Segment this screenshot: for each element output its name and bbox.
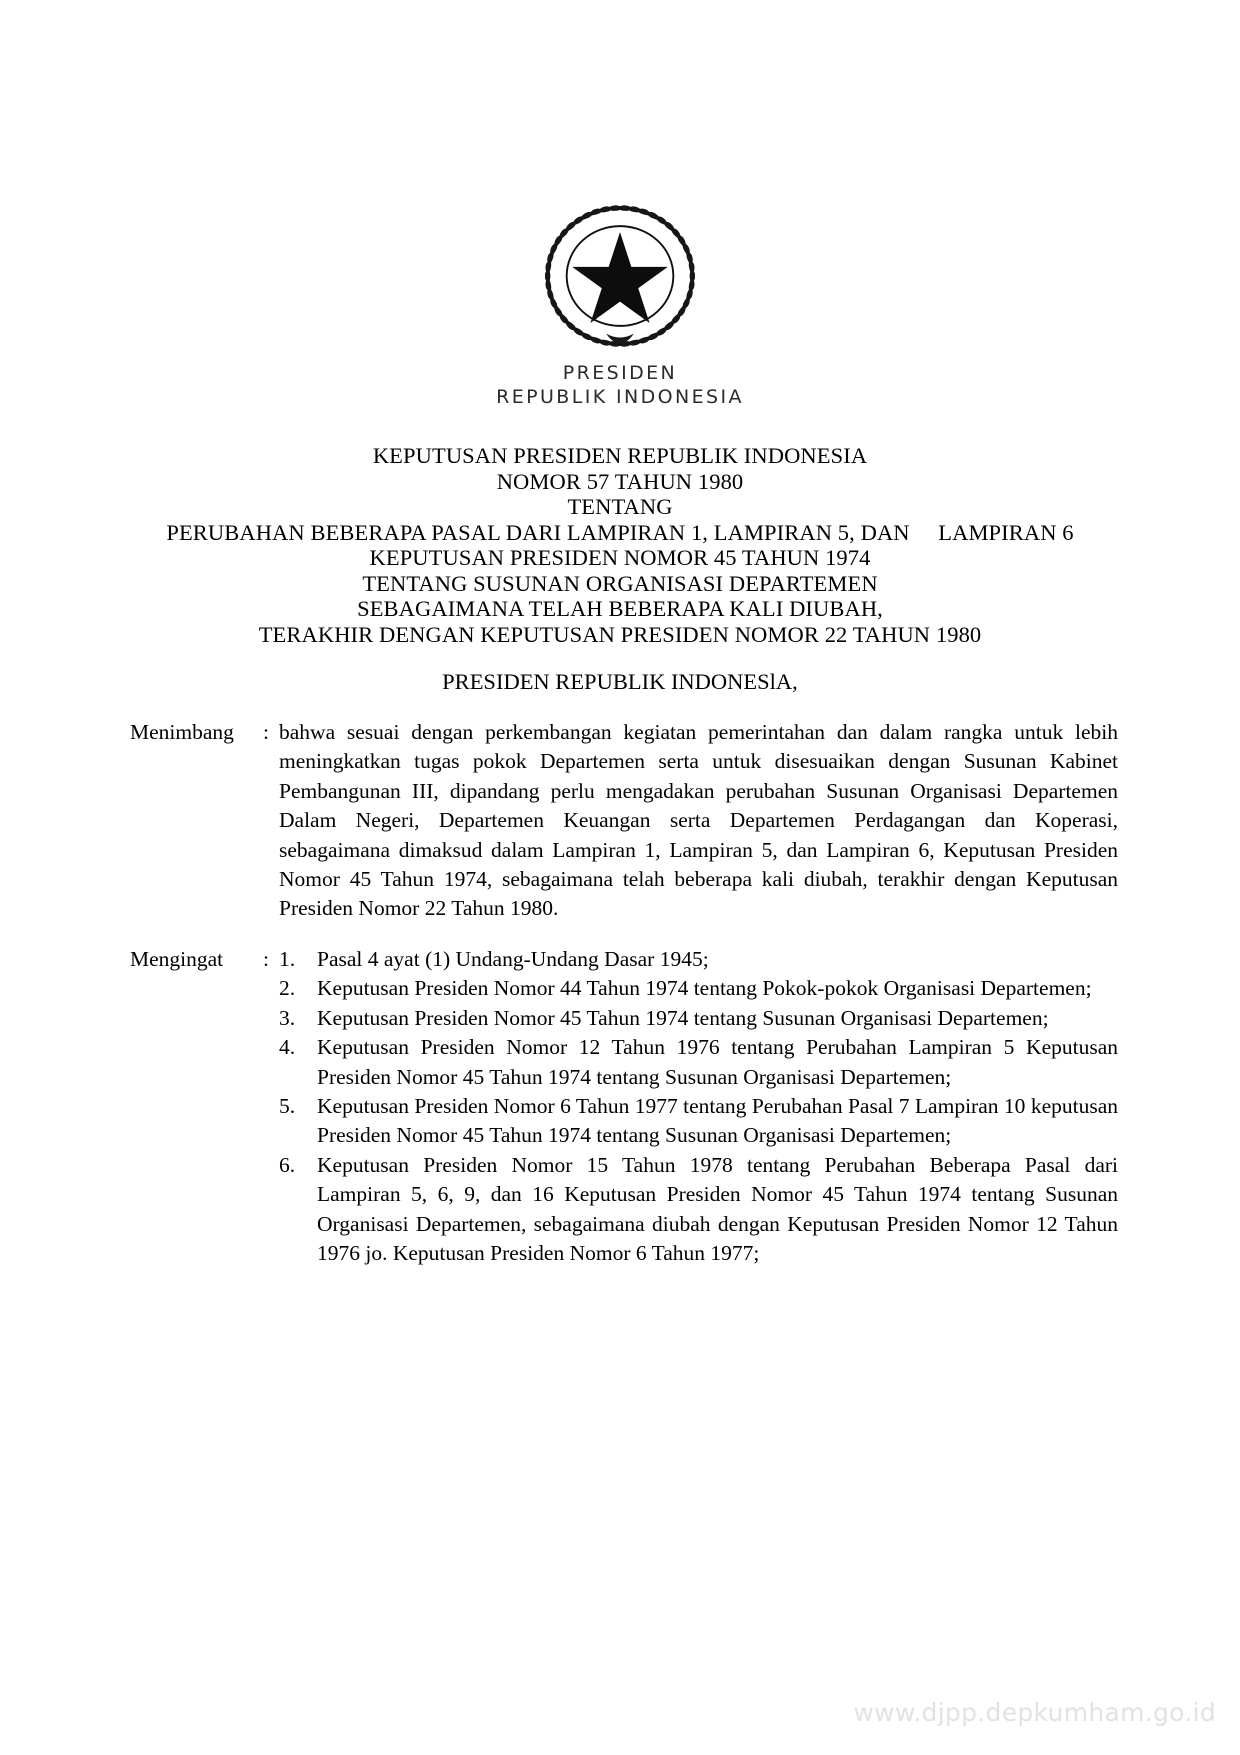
menimbang-paragraph: bahwa sesuai dengan perkembangan kegiatan pemerintahan dan dalam rangka untuk lebih meningkatkan tugas pokok Departemen serta untuk disesuaikan dengan Susunan Kabinet Pembangunan III, dipandang perlu mengadakan perubahan Susunan Organisasi Departemen Dalam Negeri, Departemen Keuangan serta Departemen Perdagangan dan Koperasi, sebagaimana dimaksud dalam Lampiran 1, Lampiran 5, dan Lampiran 6, Keputusan Presiden Nomor 45 Tahun 1974, sebagaimana telah beberapa kali diubah, terakhir dengan Keputusan Presiden Nomor 22 Tahun 1980. — [279, 720, 1118, 921]
clause-colon: : — [263, 720, 269, 744]
clause-mengingat — [130, 945, 1118, 1268]
opening-salutation: PRESIDEN REPUBLIK INDONESlA, — [442, 669, 798, 694]
list-item-text: Keputusan Presiden Nomor 15 Tahun 1978 tentang Perubahan Beberapa Pasal dari Lampiran 5, 6, 9, dan 16 Keputusan Presiden Nomor 45 Tahun 1974 tentang Susunan Organisasi Departemen, sebagaimana diubah dengan Keputusan Presiden Nomor 12 Tahun 1976 jo. Keputusan Presiden Nomor 6 Tahun 1977; — [317, 1152, 1118, 1266]
emblem-caption — [496, 362, 744, 409]
title-line: TERAKHIR DENGAN KEPUTUSAN PRESIDEN NOMOR 22 TAHUN 1980 — [258, 621, 982, 647]
emblem-caption-line-1: PRESIDEN — [562, 362, 678, 384]
clause-body-menimbang — [279, 718, 1118, 924]
list-item — [279, 974, 1118, 1003]
title-line: TENTANG — [567, 494, 673, 519]
list-item — [279, 945, 1118, 974]
list-item — [279, 1033, 1118, 1092]
clause-menimbang — [130, 718, 1118, 924]
title-line: KEPUTUSAN PRESIDEN NOMOR 45 TAHUN 1974 — [369, 545, 871, 570]
title-line: SEBAGAIMANA TELAH BEBERAPA KALI DIUBAH, — [357, 596, 883, 621]
title-line: PERUBAHAN BEBERAPA PASAL DARI LAMPIRAN 1, LAMPIRAN 5, DAN LAMPIRAN 6 — [166, 519, 1074, 545]
list-item-number: 6. — [279, 1152, 296, 1177]
list-item-text: Keputusan Presiden Nomor 12 Tahun 1976 tentang Perubahan Lampiran 5 Keputusan Presiden Nomor 45 Tahun 1974 tentang Susunan Organisasi Departemen; — [317, 1035, 1118, 1089]
site-watermark: www.djpp.depkumham.go.id — [853, 1698, 1216, 1727]
list-item-text: Keputusan Presiden Nomor 44 Tahun 1974 tentang Pokok-pokok Organisasi Departemen; — [317, 976, 1092, 1001]
document-title-block — [0, 443, 1240, 647]
list-item-text: Keputusan Presiden Nomor 45 Tahun 1974 tentang Susunan Organisasi Departemen; — [317, 1005, 1049, 1030]
garuda-star-wreath-emblem — [534, 196, 706, 356]
list-item — [279, 1004, 1118, 1033]
list-item-number: 1. — [279, 947, 296, 971]
list-item-number: 2. — [279, 976, 296, 1001]
list-item-number: 4. — [279, 1035, 296, 1060]
list-item-number: 5. — [279, 1094, 296, 1119]
mengingat-list — [279, 945, 1118, 1268]
clause-label-menimbang: Menimbang — [130, 720, 234, 744]
list-item-text: Keputusan Presiden Nomor 6 Tahun 1977 tentang Perubahan Pasal 7 Lampiran 10 keputusan Presiden Nomor 45 Tahun 1974 tentang Susunan Organisasi Departemen; — [317, 1094, 1118, 1148]
list-item — [279, 1151, 1118, 1269]
list-item — [279, 1092, 1118, 1151]
list-item-text: Pasal 4 ayat (1) Undang-Undang Dasar 1945; — [317, 947, 709, 971]
emblem-caption-line-2: REPUBLIK INDONESIA — [496, 385, 744, 408]
title-line: TENTANG SUSUNAN ORGANISASI DEPARTEMEN — [362, 570, 878, 596]
title-line: NOMOR 57 TAHUN 1980 — [496, 468, 744, 494]
list-item-number: 3. — [279, 1005, 296, 1030]
clause-label-mengingat: Mengingat — [130, 947, 224, 971]
clause-colon: : — [263, 947, 269, 971]
title-line: KEPUTUSAN PRESIDEN REPUBLIK INDONESIA — [372, 443, 868, 468]
clause-body-mengingat — [279, 945, 1118, 1268]
national-emblem-block — [0, 196, 1240, 409]
